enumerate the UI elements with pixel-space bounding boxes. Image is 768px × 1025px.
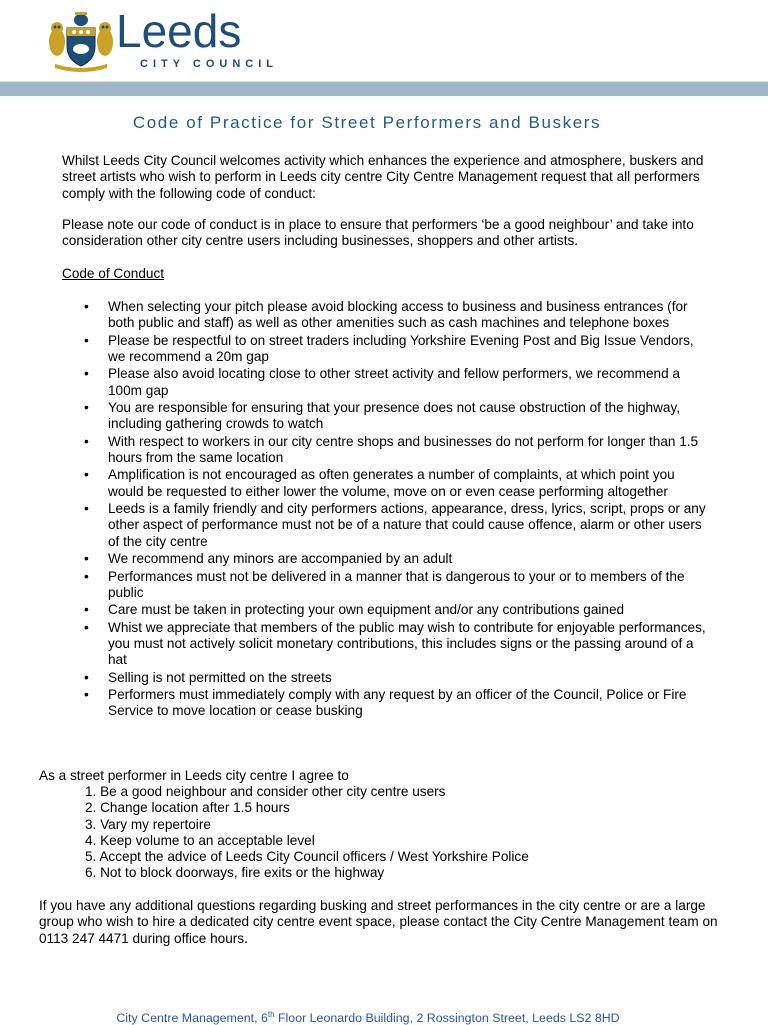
list-item: • We recommend any minors are accompanied by an adult [84,551,453,567]
list-item: • Care must be taken in protecting your own equipment and/or any contributions gained [84,602,625,618]
bullet-icon: • [84,332,89,348]
list-item: 1. Be a good neighbour and consider other city centre users [85,784,446,799]
list-item: 5. Accept the advice of Leeds City Council officers / West Yorkshire Police [85,849,529,865]
bullet-icon: • [84,433,89,449]
list-item: 6. Not to block doorways, fire exits or the highway [85,865,385,881]
list-item: • Whist we appreciate that members of the public may wish to contribute for enjoyable performances, you must not actively solicit monetary contributions, this includes signs or the passing around of a hat [84,619,706,668]
coat-of-arms-icon [47,8,115,72]
bullet-icon: • [84,669,89,685]
document-title: Code of Practice for Street Performers and Buskers [132,113,602,132]
bullet-icon: • [84,366,89,382]
list-item: • Performers must immediately comply with any request by an officer of the Council, Police or Fire Service to move location or cease busking [84,686,687,719]
bullet-icon: • [84,619,89,635]
list-item: • When selecting your pitch please avoid blocking access to business and business entrances (for both public and staff) as well as other amenities such as cash machines and telephone boxes [84,299,688,331]
list-item: • With respect to workers in our city centre shops and businesses do not perform for longer than 1.5 hours from the same location [84,433,699,466]
list-item: 3. Vary my repertoire [85,816,211,832]
brand [116,5,279,70]
bullet-icon: • [84,551,89,567]
code-of-conduct-heading: Code of Conduct [62,266,165,281]
list-item: • Leeds is a family friendly and city performers actions, appearance, dress, lyrics, script, props or any other aspect of performance must not be of a nature that could cause offence, alarm or other users of the city centre [84,501,706,549]
conduct-rules-list [62,299,712,721]
list-item: • Please also avoid locating close to other street activity and fellow performers, we recommend a 100m gap [84,366,680,398]
bullet-icon: • [84,602,89,618]
list-item: • Performances must not be delivered in a manner that is dangerous to your or to members of the public [84,568,685,600]
letterhead [0,0,768,82]
list-item: 2. Change location after 1.5 hours [85,800,290,816]
intro-paragraph-1: Whilst Leeds City Council welcomes activity which enhances the experience and atmosphere, buskers and street artists who wish to perform in Leeds city centre City Centre Management request that all performers comply with the following code of conduct: [62,153,704,201]
bullet-icon: • [84,299,89,314]
brand-name: Leeds [116,5,242,57]
agreement-list [85,784,529,882]
list-item: • You are responsible for ensuring that your presence does not cause obstruction of the highway, including gathering crowds to watch [84,400,681,432]
list-item: • Amplification is not encouraged as often generates a number of complaints, at which point you would be requested to either lower the volume, move on or even cease performing altogether [84,467,675,499]
brand-subtitle: CITY COUNCIL [140,58,279,70]
bullet-icon: • [84,686,89,702]
bullet-icon: • [84,467,89,483]
intro-paragraph-2: Please note our code of conduct is in place to ensure that performers ‘be a good neighbour’ and take into consideration other city centre users including businesses, shoppers and other artists. [62,217,694,249]
agreement-intro: As a street performer in Leeds city centre I agree to [39,768,349,783]
list-item: 4. Keep volume to an acceptable level [85,832,315,848]
closing-paragraph: If you have any additional questions regarding busking and street performances in the city centre or are a large group who wish to hire a dedicated city centre event space, please contact the City Centre Management team on 0113 247 4471 during office hours. [39,898,718,946]
header-band [0,82,768,96]
bullet-icon: • [84,568,89,584]
footer-address: City Centre Management, 6th Floor Leonardo Building, 2 Rossington Street, Leeds LS2 8HD [116,1010,620,1025]
list-item: • Please be respectful to on street traders including Yorkshire Evening Post and Big Issue Vendors, we recommend a 20m gap [84,332,694,364]
list-item: • Selling is not permitted on the streets [84,669,332,685]
bullet-icon: • [84,400,89,416]
bullet-icon: • [84,501,89,517]
